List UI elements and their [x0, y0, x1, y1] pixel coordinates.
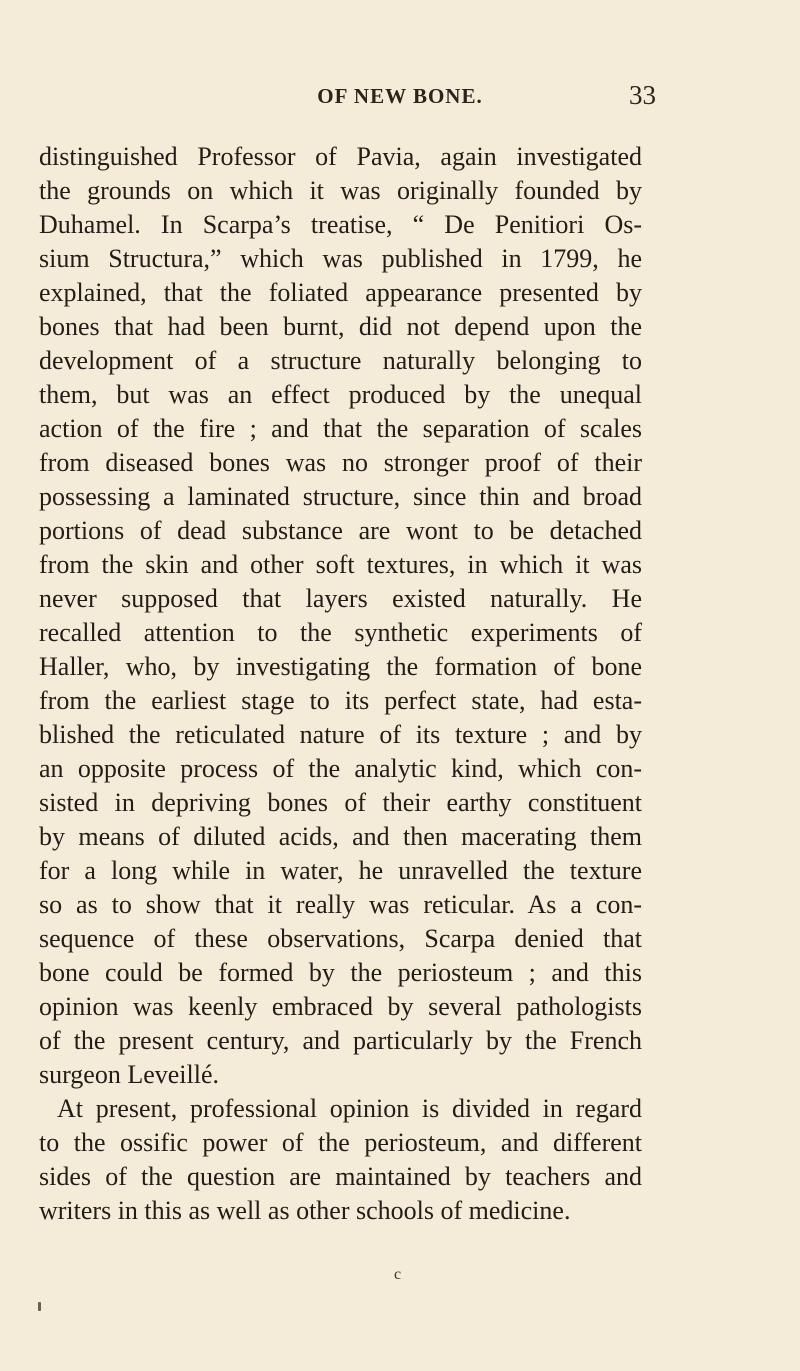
text-line: blished the reticulated nature of its texture ; and by	[39, 720, 642, 749]
text-line: so as to show that it really was reticular. As a con-	[39, 890, 642, 919]
text-line: opinion was keenly embraced by several pathologists	[39, 992, 642, 1021]
text-line: portions of dead substance are wont to be detached	[39, 516, 642, 545]
text-line: never supposed that layers existed naturally. He	[39, 584, 642, 613]
text-line: Duhamel. In Scarpa’s treatise, “ De Penitiori Os-	[39, 210, 642, 239]
text-line: by means of diluted acids, and then macerating them	[39, 822, 642, 851]
text-line: sium Structura,” which was published in 1799, he	[39, 244, 642, 273]
text-line: of the present century, and particularly by the French	[39, 1026, 642, 1055]
text-line: possessing a laminated structure, since thin and broad	[39, 482, 642, 511]
text-line: Haller, who, by investigating the formation of bone	[39, 652, 642, 681]
running-head-title: OF NEW BONE.	[317, 84, 483, 108]
paragraph-end-line: surgeon Leveillé.	[39, 1060, 220, 1089]
text-line: them, but was an effect produced by the unequal	[39, 380, 642, 409]
text-line: from the skin and other soft textures, in which it was	[39, 550, 642, 579]
text-line: bones that had been burnt, did not depend upon the	[39, 312, 642, 341]
text-line: sequence of these observations, Scarpa denied that	[39, 924, 642, 953]
text-line: sisted in depriving bones of their earthy constituent	[39, 788, 642, 817]
text-line: from the earliest stage to its perfect state, had esta-	[39, 686, 642, 715]
text-line: an opposite process of the analytic kind, which con-	[39, 754, 642, 783]
running-head	[0, 80, 800, 118]
page-number: 33	[629, 80, 656, 110]
paragraph-end-line: writers in this as well as other schools of medicine.	[39, 1196, 571, 1225]
text-line: explained, that the foliated appearance presented by	[39, 278, 642, 307]
text-line: the grounds on which it was originally founded by	[39, 176, 642, 205]
text-line: from diseased bones was no stronger proof of their	[39, 448, 642, 477]
signature-mark: c	[394, 1266, 402, 1283]
text-line: distinguished Professor of Pavia, again investigated	[39, 142, 642, 171]
text-line: sides of the question are maintained by teachers and	[39, 1162, 642, 1191]
text-line: bone could be formed by the periosteum ; and this	[39, 958, 642, 987]
text-line: recalled attention to the synthetic experiments of	[39, 618, 642, 647]
text-line: development of a structure naturally belonging to	[39, 346, 642, 375]
text-line: action of the fire ; and that the separation of scales	[39, 414, 642, 443]
ink-speck	[38, 1302, 41, 1311]
text-line: to the ossific power of the periosteum, and different	[39, 1128, 642, 1157]
text-line: for a long while in water, he unravelled the texture	[39, 856, 642, 885]
paragraph-start-line: At present, professional opinion is divided in regard	[57, 1094, 642, 1123]
